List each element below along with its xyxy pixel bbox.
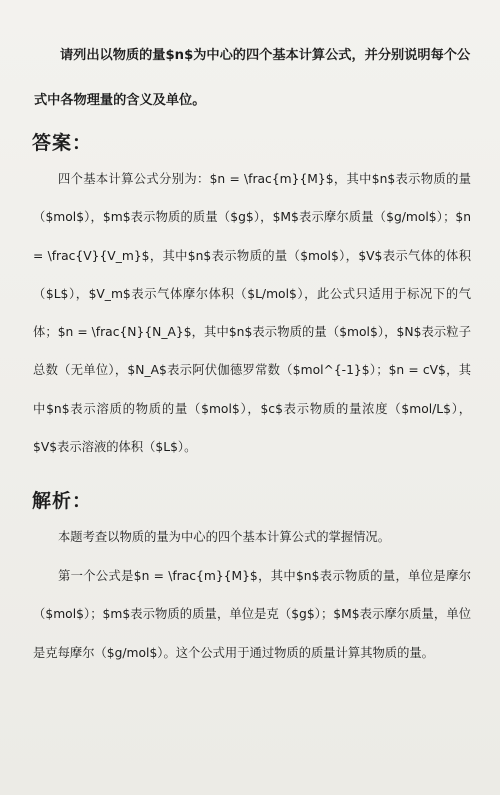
analysis-first-formula-paragraph: 第一个公式是$n = \frac{m}{M}$，其中$n$表示物质的量，单位是摩尔（$mol$）；$m$表示物质的质量，单位是克（$g$）；$M$表示摩尔质量，单位是克每摩尔（$g/mol$）。这个公式用于通过物质的质量计算其物质的量。 <box>33 569 471 660</box>
answer-heading: 答案： <box>32 132 93 154</box>
answer-paragraph: 四个基本计算公式分别为：$n = \frac{m}{M}$，其中$n$表示物质的量（$mol$），$m$表示物质的质量（$g$），$M$表示摩尔质量（$g/mol$）；$n = \frac{V}{V_m}$，其中$n$表示物质的量（$mol$），$V$表示气体的体积（$L$），$V_m$表示气体摩尔体积（$L/mol$），此公式只适用于标况下的气体；$n = \frac{N}{N_A}$，其中$n$表示物质的量（$mol$），$N$表示粒子总数（无单位），$N_A$表示阿伏伽德罗常数（$mol^{-1}$）；$n = cV$，其中$n$表示溶质的物质的量（$mol$），$c$表示物质的量浓度（$mol/L$），$V$表示溶液的体积（$L$）。 <box>33 172 471 455</box>
analysis-intro-paragraph: 本题考查以物质的量为中心的四个基本计算公式的掌握情况。 <box>58 530 391 544</box>
question-text: 请列出以物质的量$n$为中心的四个基本计算公式，并分别说明每个公式中各物理量的含义及单位。 <box>34 48 471 108</box>
analysis-heading: 解析： <box>32 490 93 512</box>
